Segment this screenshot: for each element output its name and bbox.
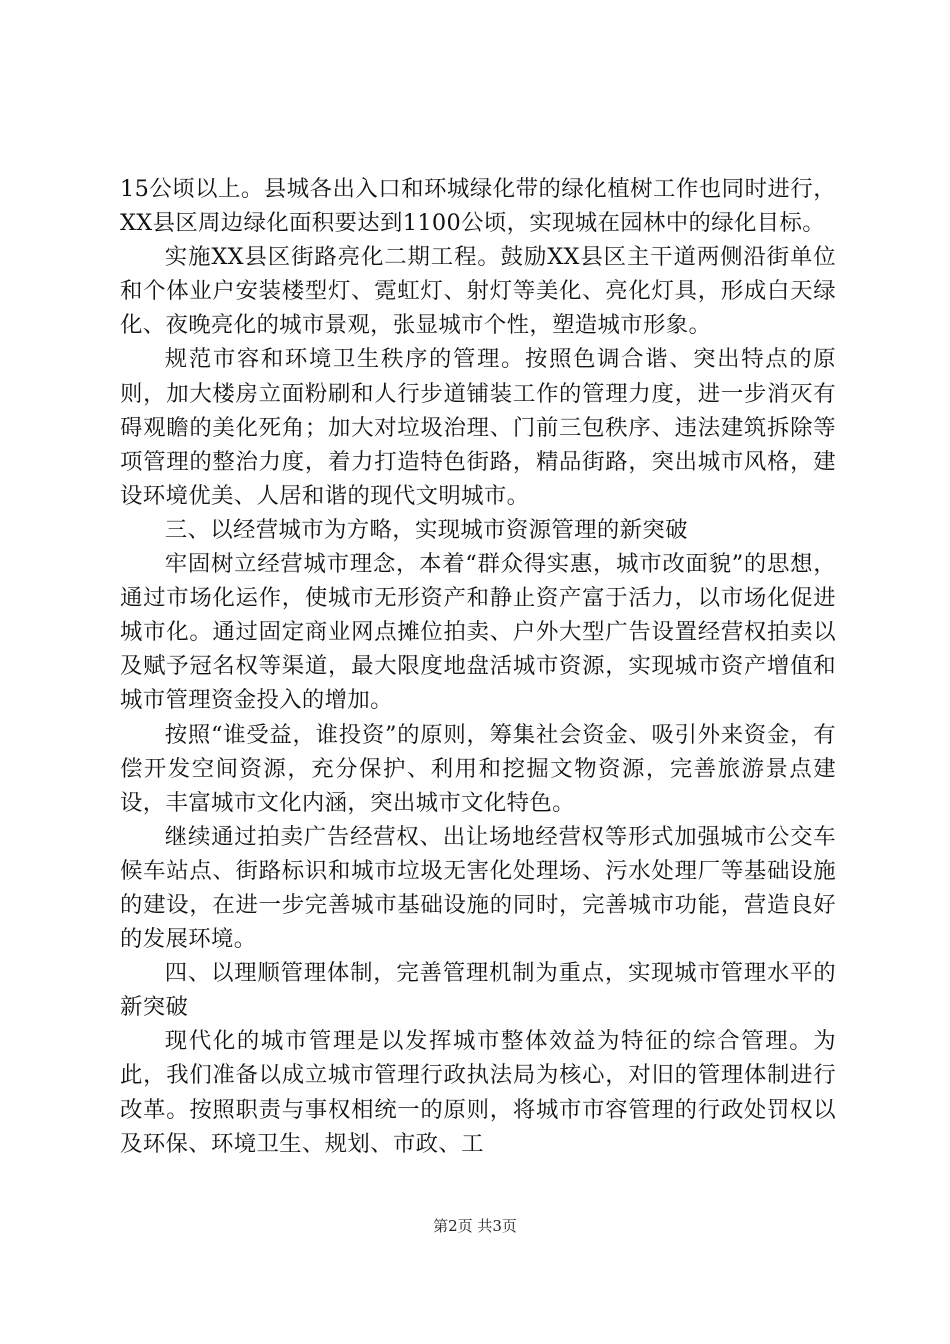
paragraph-infrastructure: 继续通过拍卖广告经营权、出让场地经营权等形式加强城市公交车候车站点、街路标识和城市垃圾无害化处理场、污水处理厂等基础设施的建设，在进一步完善城市基础设施的同时，完善城市功能，营造良好的发展环境。: [120, 823, 836, 953]
paragraph-investment-principle: 按照“谁受益，谁投资”的原则，筹集社会资金、吸引外来资金，有偿开发空间资源，充分保护、利用和挖掘文物资源，完善旅游景点建设，丰富城市文化内涵，突出城市文化特色。: [120, 721, 836, 816]
section-heading-3: 三、以经营城市为方略，实现城市资源管理的新突破: [164, 516, 688, 543]
document-body: [120, 172, 836, 1161]
page-number-footer: 第2页 共3页: [433, 1217, 517, 1235]
paragraph-greening-continued: 15公顷以上。县城各出入口和环城绿化带的绿化植树工作也同时进行，XX县区周边绿化面积要达到1100公顷，实现城在园林中的绿化目标。: [120, 176, 836, 237]
paragraph-management-reform: 现代化的城市管理是以发挥城市整体效益为特征的综合管理。为此，我们准备以成立城市管理行政执法局为核心，对旧的管理体制进行改革。按照职责与事权相统一的原则，将城市市容管理的行政处罚权以及环保、环境卫生、规划、市政、工: [120, 1028, 836, 1157]
paragraph-sanitation-order: 规范市容和环境卫生秩序的管理。按照色调合谐、突出特点的原则，加大楼房立面粉刷和人行步道铺装工作的管理力度，进一步消灭有碍观瞻的美化死角；加大对垃圾治理、门前三包秩序、违法建筑拆除等项管理的整治力度，着力打造特色街路，精品街路，突出城市风格，建设环境优美、人居和谐的现代文明城市。: [120, 346, 836, 509]
paragraph-city-operation: 牢固树立经营城市理念，本着“群众得实惠，城市改面貌”的思想，通过市场化运作，使城市无形资产和静止资产富于活力，以市场化促进城市化。通过固定商业网点摊位拍卖、户外大型广告设置经营权拍卖以及赋予冠名权等渠道，最大限度地盘活城市资源，实现城市资产增值和城市管理资金投入的增加。: [120, 551, 836, 714]
paragraph-street-lighting: 实施XX县区街路亮化二期工程。鼓励XX县区主干道两侧沿街单位和个体业户安装楼型灯、霓虹灯、射灯等美化、亮化灯具，形成白天绿化、夜晚亮化的城市景观，张显城市个性，塑造城市形象。: [120, 244, 836, 339]
section-heading-4: 四、以理顺管理体制，完善管理机制为重点，实现城市管理水平的新突破: [120, 960, 836, 1021]
